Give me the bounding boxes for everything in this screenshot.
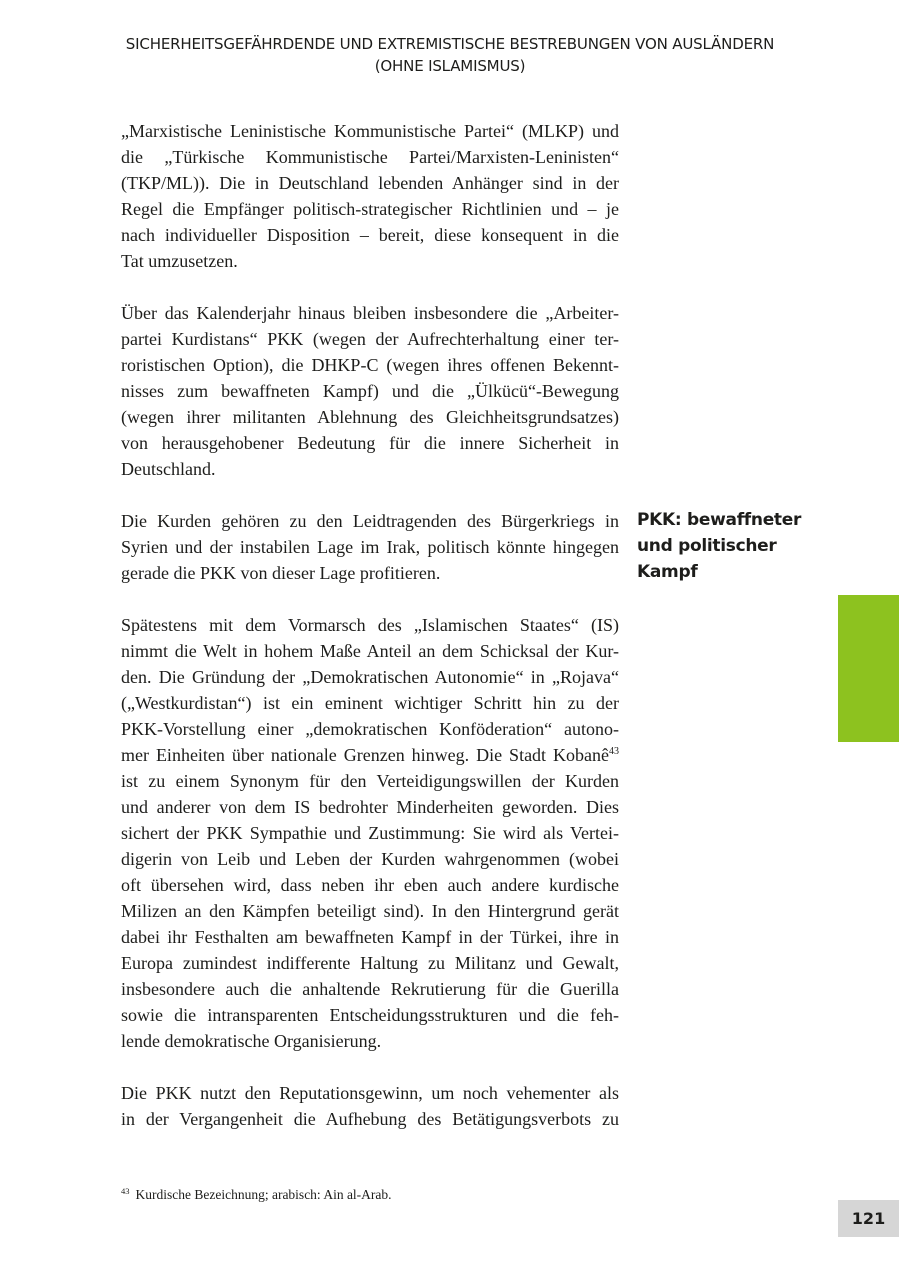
text-line-content: (TKP/ML)). Die in Deutschland lebenden Anhänger sind in der (121, 173, 619, 193)
text-line-content: die „Türkische Kommunistische Partei/Marxisten-Leninisten“ (121, 147, 619, 167)
text-line (121, 430, 619, 456)
text-line (121, 378, 619, 404)
text-line (121, 144, 619, 170)
text-line (121, 456, 619, 482)
text-line (121, 326, 619, 352)
text-line (121, 950, 619, 976)
text-line (121, 196, 619, 222)
footnote-text: Kurdische Bezeichnung; arabisch: Ain al-Arab. (135, 1187, 392, 1202)
text-line (121, 690, 619, 716)
text-line (121, 222, 619, 248)
margin-heading-line: PKK: bewaffneter (637, 510, 802, 530)
text-line (121, 300, 619, 326)
text-line-content: („Westkurdistan“) ist ein eminent wichtiger Schritt hin zu der (121, 693, 619, 713)
text-line-content: sichert der PKK Sympathie und Zustimmung: Sie wird als Vertei- (121, 823, 619, 843)
footnote-reference[interactable]: 43 (609, 746, 619, 757)
text-line (121, 924, 619, 950)
text-line-content: von herausgehobener Bedeutung für die innere Sicherheit in (121, 433, 619, 453)
text-line-content: partei Kurdistans“ PKK (wegen der Aufrechterhaltung einer ter- (121, 329, 619, 349)
text-line-content: Milizen an den Kämpfen beteiligt sind). In den Hintergrund gerät (121, 901, 619, 921)
text-line-content: den. Die Gründung der „Demokratischen Autonomie“ in „Rojava“ (121, 667, 619, 687)
text-line-content: mer Einheiten über nationale Grenzen hinweg. Die Stadt Kobanê (121, 745, 609, 765)
text-line (121, 560, 619, 586)
paragraph (121, 508, 619, 586)
text-line (121, 1106, 619, 1132)
text-line-content: lende demokratische Organisierung. (121, 1031, 382, 1051)
margin-heading-line: Kampf (637, 562, 698, 582)
text-line (121, 768, 619, 794)
text-line-content: nimmt die Welt in hohem Maße Anteil an dem Schicksal der Kur- (121, 641, 619, 661)
text-line-content: Tat umzusetzen. (121, 251, 238, 271)
text-line (121, 508, 619, 534)
text-line (121, 742, 619, 768)
text-line-content: Syrien und der instabilen Lage im Irak, politisch könnte hingegen (121, 537, 619, 557)
text-line-content: Die Kurden gehören zu den Leidtragenden des Bürgerkriegs in (121, 511, 619, 531)
text-line (121, 1028, 619, 1054)
text-line-content: Europa zumindest indifferente Haltung zu Militanz und Gewalt, (121, 953, 619, 973)
text-line-content: sowie die intransparenten Entscheidungsstrukturen und die feh- (121, 1005, 619, 1025)
text-line-content: ist zu einem Synonym für den Verteidigungswillen der Kurden (121, 771, 619, 791)
paragraph (121, 300, 619, 482)
text-line-content: digerin von Leib und Leben der Kurden wahrgenommen (wobei (121, 849, 619, 869)
text-line (121, 170, 619, 196)
text-line-content: „Marxistische Leninistische Kommunistische Partei“ (MLKP) und (121, 121, 619, 141)
text-line (121, 872, 619, 898)
text-line-content: gerade die PKK von dieser Lage profitieren. (121, 563, 441, 583)
text-line-content: Spätestens mit dem Vormarsch des „Islamischen Staates“ (IS) (121, 615, 619, 635)
text-line-content: Deutschland. (121, 459, 216, 479)
text-line-content: oft übersehen wird, dass neben ihr eben auch andere kurdische (121, 875, 619, 895)
text-line (121, 794, 619, 820)
footnote (121, 1187, 392, 1203)
text-line-content: (wegen ihrer militanten Ablehnung des Gleichheitsgrundsatzes) (121, 407, 619, 427)
paragraph (121, 118, 619, 274)
margin-heading-line: und politischer (637, 536, 777, 556)
text-line (121, 534, 619, 560)
text-line-content: nach individueller Disposition – bereit, diese konsequent in die (121, 225, 619, 245)
margin-heading (637, 507, 817, 585)
text-line-content: insbesondere auch die anhaltende Rekrutierung für die Guerilla (121, 979, 619, 999)
paragraph (121, 1080, 619, 1132)
text-line-content: roristischen Option), die DHKP-C (wegen ihres offenen Bekennt- (121, 355, 619, 375)
text-line (121, 638, 619, 664)
running-header (14, 33, 887, 77)
text-line (121, 352, 619, 378)
text-line (121, 976, 619, 1002)
text-line-content: und anderer von dem IS bedrohter Minderheiten geworden. Dies (121, 797, 619, 817)
text-line-content: Die PKK nutzt den Reputationsgewinn, um noch vehementer als (121, 1083, 619, 1103)
text-line (121, 404, 619, 430)
text-line (121, 612, 619, 638)
running-header-line: (OHNE ISLAMISMUS) (374, 57, 526, 75)
chapter-tab-marker (838, 595, 899, 742)
running-header-line: SICHERHEITSGEFÄHRDENDE UND EXTREMISTISCHE BESTREBUNGEN VON AUSLÄNDERN (125, 35, 775, 53)
text-line-content: nisses zum bewaffneten Kampf) und die „Ülkücü“-Bewegung (121, 381, 619, 401)
paragraph (121, 612, 619, 1054)
text-line-content: Regel die Empfänger politisch-strategischer Richtlinien und – je (121, 199, 619, 219)
body-text (121, 118, 619, 1158)
text-line (121, 716, 619, 742)
text-line (121, 820, 619, 846)
text-line (121, 1002, 619, 1028)
text-line (121, 664, 619, 690)
text-line (121, 898, 619, 924)
text-line (121, 248, 619, 274)
text-line-content: in der Vergangenheit die Aufhebung des Betätigungsverbots zu (121, 1109, 619, 1129)
text-line (121, 846, 619, 872)
text-line-content: Über das Kalenderjahr hinaus bleiben insbesondere die „Arbeiter- (121, 303, 619, 323)
footnote-mark: 43 (121, 1186, 130, 1196)
text-line-content: PKK-Vorstellung einer „demokratischen Konföderation“ autono- (121, 719, 619, 739)
text-line-content: dabei ihr Festhalten am bewaffneten Kampf in der Türkei, ihre in (121, 927, 619, 947)
text-line (121, 1080, 619, 1106)
text-line (121, 118, 619, 144)
page-number: 121 (838, 1200, 899, 1237)
